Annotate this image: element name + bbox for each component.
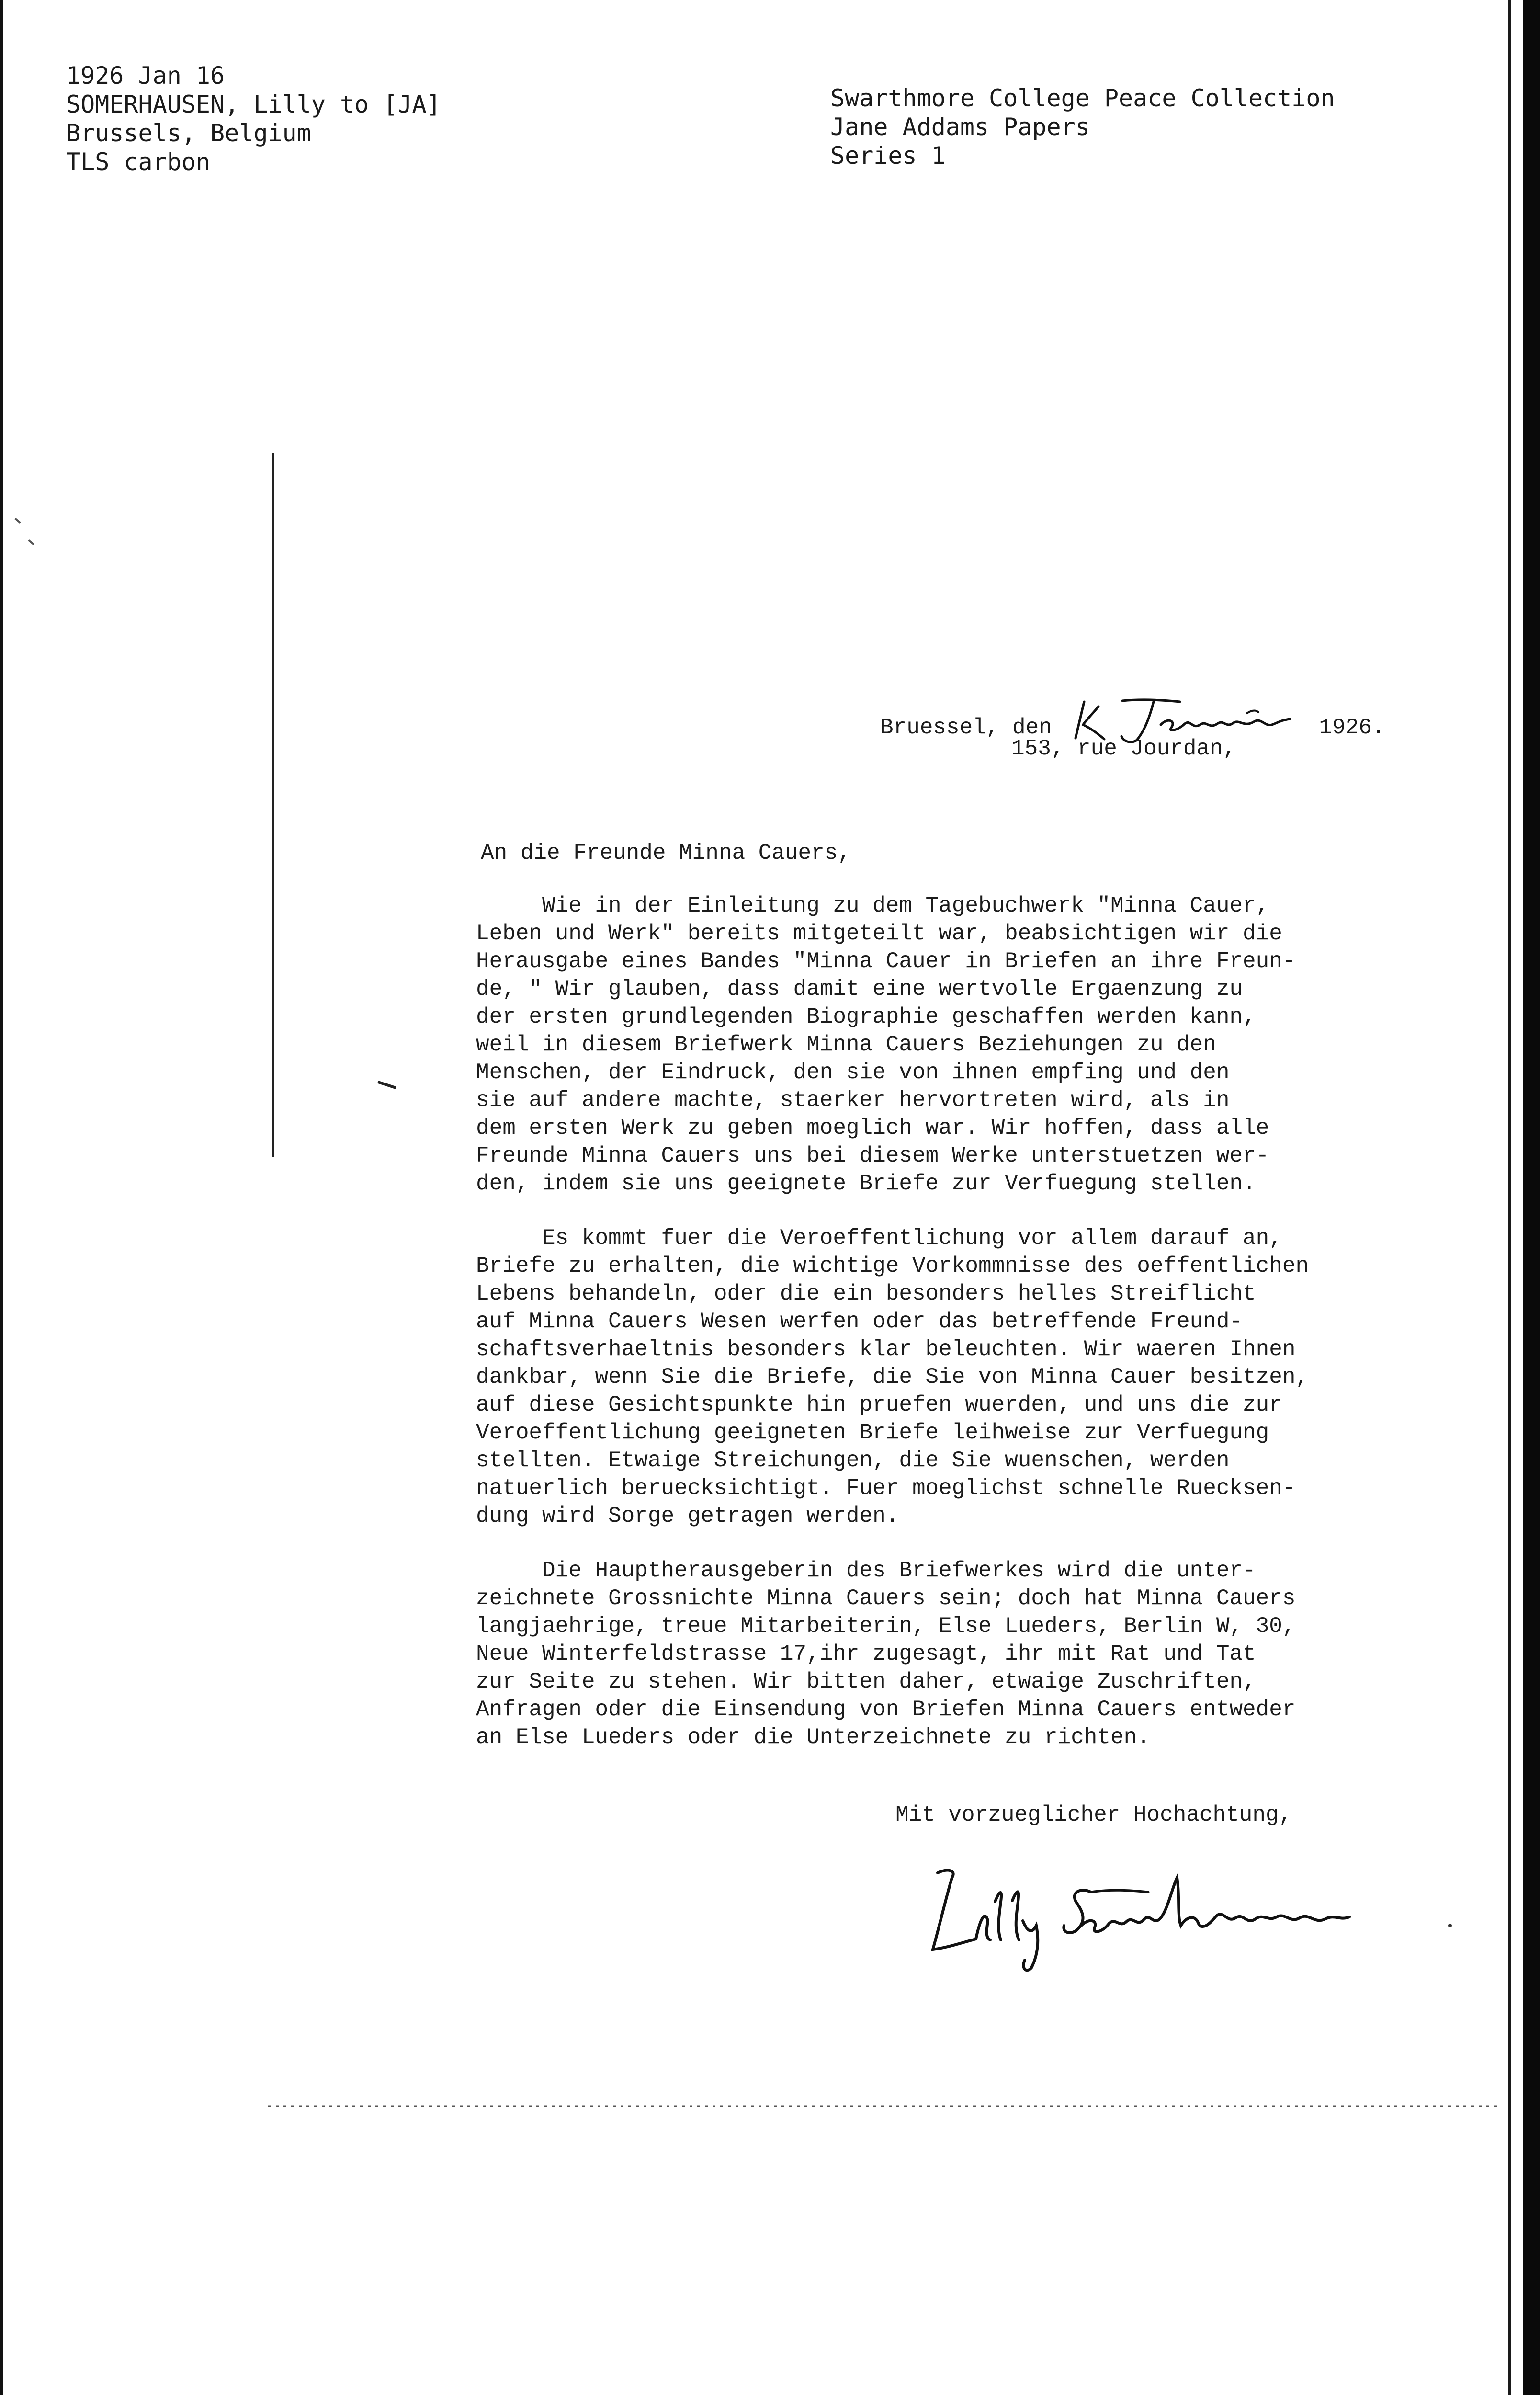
letter-address: 153, rue Jourdan, <box>1011 736 1236 761</box>
letter-salutation: An die Freunde Minna Cauers, <box>481 841 851 866</box>
text-line: an Else Lueders oder die Unterzeichnete zu richten. <box>476 1725 1150 1750</box>
collection-series: Series 1 <box>830 142 946 170</box>
text-line: dankbar, wenn Sie die Briefe, die Sie von Minna Cauer besitzen, <box>476 1365 1309 1390</box>
archival-label <box>66 61 441 176</box>
bottom-dotted-rule <box>268 2103 1499 2110</box>
text-line: stellten. Etwaige Streichungen, die Sie wuenschen, werden <box>476 1448 1230 1473</box>
text-line: Veroeffentlichung geeigneten Briefe leihweise zur Verfuegung <box>476 1420 1269 1445</box>
archival-place: Brussels, Belgium <box>66 119 311 147</box>
signature-image <box>918 1859 1474 1973</box>
text-line: Herausgabe eines Bandes "Minna Cauer in Briefen an ihre Freun- <box>476 949 1296 974</box>
scan-edge-right-line <box>1508 0 1511 2395</box>
body-paragraph <box>476 892 1462 1198</box>
archival-format: TLS carbon <box>66 148 211 176</box>
scan-edge-left <box>0 0 3 2395</box>
text-line: zeichnete Grossnichte Minna Cauers sein; doch hat Minna Cauers <box>476 1586 1296 1611</box>
dateline-city: Bruessel, den <box>880 715 1052 740</box>
text-line: dem ersten Werk zu geben moeglich war. Wir hoffen, dass alle <box>476 1116 1269 1140</box>
body-paragraph <box>476 1224 1462 1530</box>
archival-correspondent: SOMERHAUSEN, Lilly to [JA] <box>66 91 441 118</box>
dateline-year: 1926. <box>1319 715 1385 740</box>
text-line: Anfragen oder die Einsendung von Briefen Minna Cauers entweder <box>476 1697 1296 1722</box>
text-line: Leben und Werk" bereits mitgeteilt war, beabsichtigen wir die <box>476 921 1282 946</box>
text-line: auf Minna Cauers Wesen werfen oder das betreffende Freund- <box>476 1309 1243 1334</box>
text-line: Freunde Minna Cauers uns bei diesem Werke unterstuetzen wer- <box>476 1143 1269 1168</box>
scan-speck <box>14 518 21 524</box>
text-line: Briefe zu erhalten, die wichtige Vorkommnisse des oeffentlichen <box>476 1254 1309 1278</box>
body-paragraph <box>476 1557 1462 1751</box>
scan-edge-right <box>1523 0 1540 2395</box>
text-line: den, indem sie uns geeignete Briefe zur Verfuegung stellen. <box>476 1171 1256 1196</box>
collection-label <box>830 84 1335 170</box>
scan-speck <box>28 539 34 545</box>
carbon-margin-line <box>272 453 274 1157</box>
text-line: dung wird Sorge getragen werden. <box>476 1504 899 1528</box>
text-line: der ersten grundlegenden Biographie geschaffen werden kann, <box>476 1004 1256 1029</box>
text-line: Menschen, der Eindruck, den sie von ihnen empfing und den <box>476 1060 1230 1085</box>
text-line: auf diese Gesichtspunkte hin pruefen wuerden, und uns die zur <box>476 1392 1282 1417</box>
archival-date: 1926 Jan 16 <box>66 62 225 90</box>
text-line: zur Seite zu stehen. Wir bitten daher, etwaige Zuschriften, <box>476 1669 1256 1694</box>
text-line: Die Hauptherausgeberin des Briefwerkes wird die unter- <box>476 1558 1256 1583</box>
text-line: Wie in der Einleitung zu dem Tagebuchwerk "Minna Cauer, <box>476 893 1269 918</box>
text-line: Es kommt fuer die Veroeffentlichung vor allem darauf an, <box>476 1226 1282 1251</box>
text-line: schaftsverhaeltnis besonders klar beleuchten. Wir waeren Ihnen <box>476 1337 1296 1362</box>
text-line: weil in diesem Briefwerk Minna Cauers Beziehungen zu den <box>476 1032 1216 1057</box>
collection-name: Swarthmore College Peace Collection <box>830 84 1335 112</box>
text-line: langjaehrige, treue Mitarbeiterin, Else Lueders, Berlin W, 30, <box>476 1614 1296 1639</box>
text-line: sie auf andere machte, staerker hervortreten wird, als in <box>476 1088 1230 1113</box>
text-line: de, " Wir glauben, dass damit eine wertvolle Ergaenzung zu <box>476 977 1243 1002</box>
letter-body <box>476 892 1462 1778</box>
collection-papers: Jane Addams Papers <box>830 113 1090 141</box>
text-line: Lebens behandeln, oder die ein besonders helles Streiflicht <box>476 1281 1256 1306</box>
text-line: Neue Winterfeldstrasse 17,ihr zugesagt, ihr mit Rat und Tat <box>476 1642 1256 1666</box>
text-line: natuerlich beruecksichtigt. Fuer moeglichst schnelle Ruecksen- <box>476 1476 1296 1501</box>
carbon-margin-mark <box>377 1081 396 1089</box>
letter-closing: Mit vorzueglicher Hochachtung, <box>895 1802 1292 1827</box>
